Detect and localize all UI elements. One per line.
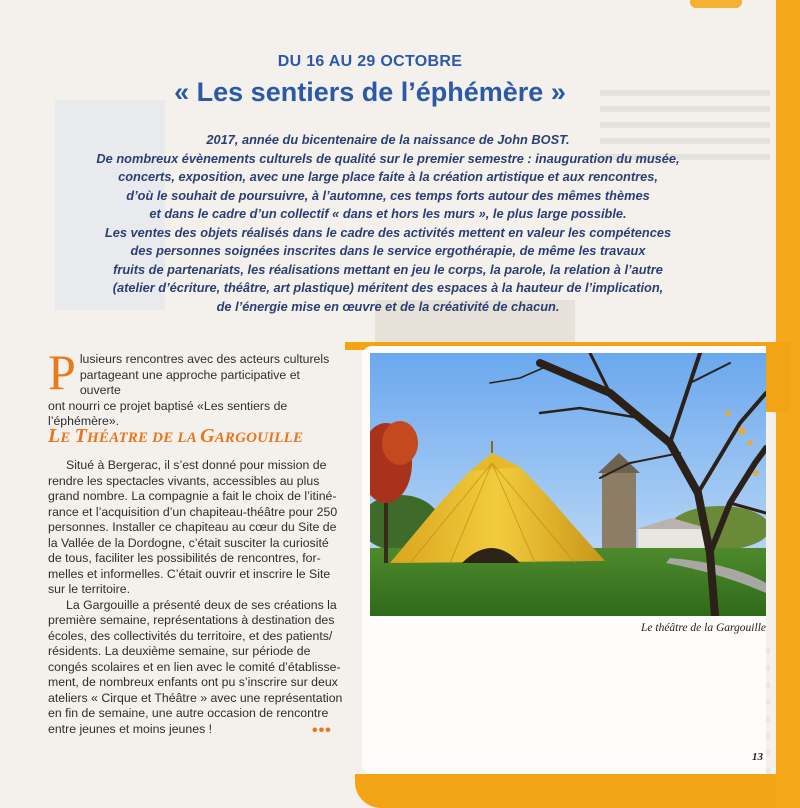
intro-line: d’où le souhait de poursuivre, à l’automne, ces temps forts autour des mêmes thèmes xyxy=(126,187,650,203)
intro-line: concerts, exposition, avec une large place faite à la création artistique et aux rencontres, xyxy=(118,169,658,184)
section-heading xyxy=(48,425,303,448)
end-mark-dots: ••• xyxy=(312,722,332,739)
heading-smallcaps: E xyxy=(60,430,75,446)
body-line: sur le territoire. xyxy=(48,582,131,596)
heading-cap: L xyxy=(48,425,61,447)
page-number: 13 xyxy=(752,751,763,763)
drop-cap: P xyxy=(48,344,76,400)
lead-line: l’éphémère». xyxy=(48,414,120,428)
body-line: grand nombre. La compagnie a fait le choix de l’itiné- xyxy=(48,489,337,503)
body-line: personnes. Installer ce chapiteau au cœur du Site de xyxy=(48,520,337,534)
lead-line: lusieurs rencontres avec des acteurs culturels xyxy=(79,352,330,366)
body-line: en fin de semaine, une autre occasion de rencontre xyxy=(48,706,329,720)
body-line: de tous, faciliter les possibilités de rencontres, for- xyxy=(48,551,321,565)
heading-cap: T xyxy=(74,425,87,447)
body-line: ateliers « Cirque et Théâtre » avec une représentation xyxy=(48,690,343,705)
intro-line: (atelier d’écriture, théâtre, art plastique) méritent des espaces à la hauteur de l’implication, xyxy=(112,280,664,295)
body-line: melles et informelles. C’était ouvrir et inscrire le Site xyxy=(48,566,331,581)
heading-smallcaps: ARGOUILLE xyxy=(214,430,304,446)
intro-line: et dans le cadre d’un collectif « dans et hors les murs », le plus large possible. xyxy=(149,206,627,221)
photo-frame-bottom xyxy=(355,774,776,808)
body-line: La Gargouille a présenté deux de ses créations la xyxy=(66,597,337,612)
lead-paragraph xyxy=(48,344,340,430)
tent-photo xyxy=(370,353,766,616)
lead-line: partageant une approche participative et ouverte xyxy=(79,367,300,397)
body-line: Situé à Bergerac, il s’est donné pour mission de xyxy=(66,458,327,472)
body-line: congés scolaires et en lien avec le comité d’établisse- xyxy=(48,659,341,674)
lead-line: ont nourri ce projet baptisé «Les sentiers de xyxy=(48,398,288,413)
page-title: « Les sentiers de l’éphémère » xyxy=(174,77,566,107)
body-line: la Vallée de la Dordogne, c’était susciter la curiosité xyxy=(48,535,329,550)
intro-line: de l’énergie mise en œuvre et de la créativité de chacun. xyxy=(216,298,560,314)
orange-top-tab xyxy=(690,0,742,8)
heading-smallcaps: HÉATRE DE LA xyxy=(87,430,201,446)
body-line: ment, de nombreux enfants ont pu s’inscrire sur deux xyxy=(48,675,338,689)
intro-line: Les ventes des objets réalisés dans le cadre des activités mettent en valeur les compétences xyxy=(104,224,672,240)
body-line: résidents. La deuxième semaine, sur période de xyxy=(48,644,311,658)
body-line: première semaine, représentations à destination des xyxy=(48,613,335,627)
body-line: écoles, des collectivités du territoire, et des patients/ xyxy=(48,628,333,643)
event-dates: DU 16 AU 29 OCTOBRE xyxy=(277,53,463,70)
body-line: entre jeunes et moins jeunes ! xyxy=(48,721,213,736)
photo-caption: Le théâtre de la Gargouille xyxy=(641,622,766,634)
intro-line: des personnes soignées inscrites dans le service ergothérapie, de même les travaux xyxy=(130,243,646,258)
tent-photo-illustration xyxy=(370,353,766,616)
heading-cap: G xyxy=(200,425,215,447)
intro-line: De nombreux évènements culturels de qualité sur le premier semestre : inauguration du musée, xyxy=(96,150,680,166)
body-line: rendre les spectacles vivants, accessibles au plus xyxy=(48,473,320,488)
intro-paragraph xyxy=(48,131,728,316)
intro-line: 2017, année du bicentenaire de la naissance de John BOST. xyxy=(206,132,570,147)
body-line: rance et l’acquisition d’un chapiteau-théâtre pour 250 xyxy=(48,504,338,519)
intro-line: fruits de partenariats, les réalisations mettant en jeu le corps, la parole, la relation à l’autre xyxy=(113,261,663,277)
body-text xyxy=(48,458,343,737)
